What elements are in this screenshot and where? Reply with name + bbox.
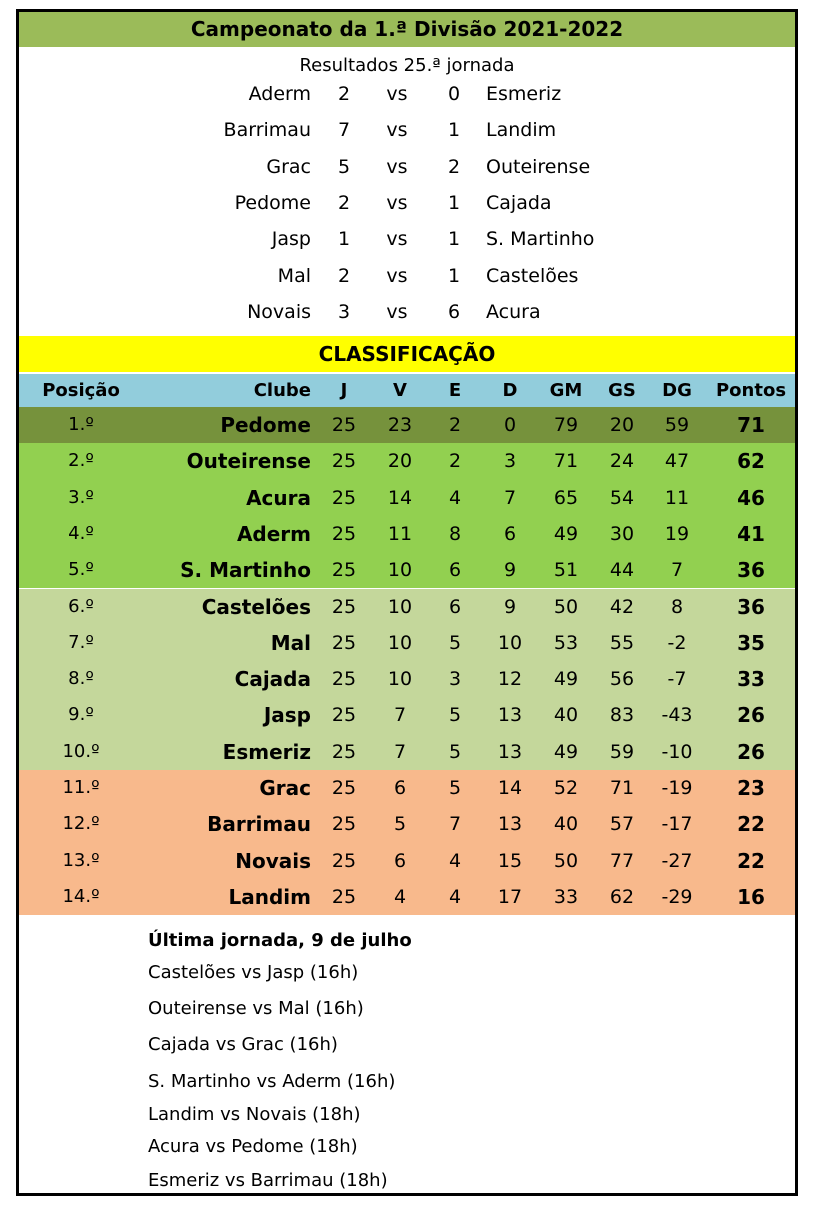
versus-label: vs [386,192,408,214]
goal-difference-cell: -7 [667,668,687,691]
goals-for-cell: 71 [553,450,579,473]
games-cell: 25 [331,414,357,436]
goals-for-cell: 52 [553,777,579,799]
points-cell: 41 [737,521,765,546]
goal-difference-cell: -43 [661,704,693,727]
away-goals: 1 [447,192,461,214]
goal-difference-cell: 19 [664,522,690,545]
games-cell: 25 [331,740,357,763]
losses-cell: 6 [503,522,517,545]
home-goals: 2 [337,192,351,214]
versus-label: vs [386,119,408,141]
losses-cell: 3 [503,450,517,473]
wins-cell: 4 [393,885,407,908]
versus-label: vs [386,228,408,250]
losses-cell: 15 [497,849,523,872]
goals-for-cell: 49 [553,740,579,763]
wins-cell: 10 [387,559,413,582]
standings-row [19,552,795,588]
position-cell: 14.º [62,885,100,907]
fixture-item: Landim vs Novais (18h) [148,1104,361,1125]
wins-cell: 14 [387,486,413,509]
goals-for-cell: 40 [553,813,579,836]
games-cell: 25 [331,631,357,654]
header-goal-difference: DG [662,380,692,401]
standings-row [19,697,795,733]
wins-cell: 10 [387,595,413,618]
points-cell: 22 [737,848,765,873]
away-team: Acura [486,301,541,323]
position-cell: 3.º [68,486,94,508]
home-team: Grac [266,156,311,178]
classification-title: CLASSIFICAÇÃO [19,336,795,372]
goals-against-cell: 42 [609,595,635,618]
goal-difference-cell: -29 [661,885,693,908]
standings-header [19,374,795,407]
losses-cell: 13 [497,740,523,763]
standings-row [19,770,795,806]
standings-row [19,843,795,879]
goals-for-cell: 49 [553,668,579,691]
points-cell: 35 [737,630,765,655]
standings-row [19,806,795,842]
standings-document [16,9,798,1196]
wins-cell: 11 [387,522,413,545]
wins-cell: 23 [387,414,413,436]
goal-difference-cell: 47 [664,450,690,473]
goals-for-cell: 50 [553,849,579,872]
club-name: Castelões [201,594,311,619]
fixture-item: Cajada vs Grac (16h) [148,1034,338,1055]
points-cell: 33 [737,667,765,692]
losses-cell: 7 [503,486,517,509]
losses-cell: 9 [503,559,517,582]
games-cell: 25 [331,486,357,509]
points-cell: 36 [737,558,765,583]
goal-difference-cell: -10 [661,740,693,763]
result-row [19,221,795,257]
standings-row [19,879,795,915]
away-team: Outeirense [486,156,591,178]
goals-for-cell: 51 [553,559,579,582]
versus-label: vs [386,83,408,105]
losses-cell: 14 [497,777,523,799]
goals-for-cell: 65 [553,486,579,509]
points-cell: 22 [737,812,765,837]
result-row [19,258,795,294]
club-name: Landim [228,884,311,909]
goals-for-cell: 49 [553,522,579,545]
versus-label: vs [386,156,408,178]
draws-cell: 4 [448,885,462,908]
away-goals: 1 [447,119,461,141]
wins-cell: 7 [393,740,407,763]
away-goals: 6 [447,301,461,323]
standings-row [19,516,795,552]
goal-difference-cell: 59 [664,414,690,436]
wins-cell: 10 [387,631,413,654]
position-cell: 9.º [68,704,94,726]
home-goals: 5 [337,156,351,178]
points-cell: 16 [737,884,765,909]
goals-against-cell: 30 [609,522,635,545]
points-cell: 71 [737,413,765,437]
goal-difference-cell: -2 [667,631,687,654]
home-goals: 2 [337,265,351,287]
draws-cell: 5 [448,777,462,799]
standings-row [19,480,795,516]
wins-cell: 7 [393,704,407,727]
championship-title: Campeonato da 1.ª Divisão 2021-2022 [19,12,795,47]
versus-label: vs [386,265,408,287]
club-name: Esmeriz [222,739,311,764]
fixture-item: Esmeriz vs Barrimau (18h) [148,1170,388,1191]
games-cell: 25 [331,522,357,545]
draws-cell: 8 [448,522,462,545]
home-goals: 2 [337,83,351,105]
header-goals-for: GM [549,380,583,401]
club-name: Acura [246,485,311,510]
goals-for-cell: 40 [553,704,579,727]
result-row [19,76,795,112]
points-cell: 23 [737,776,765,800]
club-name: S. Martinho [180,558,311,583]
goals-against-cell: 57 [609,813,635,836]
goals-for-cell: 53 [553,631,579,654]
draws-cell: 2 [448,450,462,473]
position-cell: 2.º [68,450,94,472]
draws-cell: 2 [448,414,462,436]
losses-cell: 10 [497,631,523,654]
away-team: S. Martinho [486,228,595,250]
header-games: J [340,380,348,401]
fixture-item: Acura vs Pedome (18h) [148,1136,358,1157]
club-name: Mal [270,630,311,655]
club-name: Novais [235,848,311,873]
position-cell: 1.º [68,414,94,435]
fixture-item: S. Martinho vs Aderm (16h) [148,1071,396,1092]
draws-cell: 5 [448,704,462,727]
club-name: Jasp [263,703,311,728]
goal-difference-cell: 7 [670,559,684,582]
fixture-item: Castelões vs Jasp (16h) [148,962,359,983]
draws-cell: 4 [448,486,462,509]
result-row [19,149,795,185]
home-goals: 3 [337,301,351,323]
versus-label: vs [386,301,408,323]
games-cell: 25 [331,777,357,799]
draws-cell: 6 [448,559,462,582]
home-goals: 1 [337,228,351,250]
goals-against-cell: 56 [609,668,635,691]
club-name: Grac [259,776,311,800]
draws-cell: 7 [448,813,462,836]
goal-difference-cell: 11 [664,486,690,509]
wins-cell: 10 [387,668,413,691]
standings-row [19,661,795,697]
losses-cell: 0 [503,414,517,436]
away-goals: 1 [447,265,461,287]
result-row [19,294,795,330]
fixture-item: Outeirense vs Mal (16h) [148,998,364,1019]
club-name: Aderm [236,521,311,546]
standings-row [19,589,795,625]
away-team: Cajada [486,192,552,214]
home-team: Mal [277,265,311,287]
wins-cell: 5 [393,813,407,836]
games-cell: 25 [331,849,357,872]
games-cell: 25 [331,450,357,473]
goals-against-cell: 44 [609,559,635,582]
goals-against-cell: 20 [609,414,635,436]
standings-row [19,734,795,770]
position-cell: 5.º [68,559,94,581]
losses-cell: 13 [497,813,523,836]
away-team: Esmeriz [486,83,562,105]
header-club: Clube [253,380,311,401]
goals-for-cell: 79 [553,414,579,436]
points-cell: 46 [737,485,765,510]
draws-cell: 5 [448,740,462,763]
home-team: Pedome [234,192,311,214]
goals-against-cell: 62 [609,885,635,908]
losses-cell: 12 [497,668,523,691]
goals-for-cell: 50 [553,595,579,618]
away-goals: 2 [447,156,461,178]
club-name: Outeirense [186,449,311,474]
away-team: Landim [486,119,557,141]
home-team: Barrimau [223,119,311,141]
goals-against-cell: 55 [609,631,635,654]
home-team: Aderm [248,83,311,105]
club-name: Cajada [234,667,311,692]
away-team: Castelões [486,265,579,287]
results-caption: Resultados 25.ª jornada [299,55,515,76]
standings-row [19,407,795,443]
draws-cell: 3 [448,668,462,691]
losses-cell: 13 [497,704,523,727]
header-position: Posição [42,380,120,401]
header-draws: E [448,380,462,401]
goals-against-cell: 77 [609,849,635,872]
header-points: Pontos [715,380,787,401]
position-cell: 4.º [68,522,94,544]
position-cell: 11.º [62,777,100,798]
goals-against-cell: 71 [609,777,635,799]
games-cell: 25 [331,595,357,618]
standings-row [19,443,795,479]
goal-difference-cell: 8 [670,595,684,618]
goal-difference-cell: -17 [661,813,693,836]
position-cell: 6.º [68,595,94,617]
points-cell: 62 [737,449,765,474]
standings-row [19,625,795,661]
wins-cell: 6 [393,849,407,872]
goals-against-cell: 24 [609,450,635,473]
position-cell: 13.º [62,849,100,871]
result-row [19,185,795,221]
goals-against-cell: 54 [609,486,635,509]
points-cell: 26 [737,703,765,728]
games-cell: 25 [331,704,357,727]
goals-for-cell: 33 [553,885,579,908]
losses-cell: 9 [503,595,517,618]
home-team: Novais [247,301,311,323]
position-cell: 7.º [68,631,94,653]
header-wins: V [393,380,407,401]
home-team: Jasp [271,228,311,250]
games-cell: 25 [331,668,357,691]
wins-cell: 6 [393,777,407,799]
draws-cell: 5 [448,631,462,654]
position-cell: 12.º [62,813,100,835]
result-row [19,112,795,148]
position-cell: 10.º [62,740,100,762]
games-cell: 25 [331,559,357,582]
points-cell: 36 [737,594,765,619]
header-losses: D [502,380,518,401]
goals-against-cell: 83 [609,704,635,727]
draws-cell: 6 [448,595,462,618]
goals-against-cell: 59 [609,740,635,763]
home-goals: 7 [337,119,351,141]
club-name: Barrimau [207,812,311,837]
header-goals-against: GS [608,380,636,401]
losses-cell: 17 [497,885,523,908]
points-cell: 26 [737,739,765,764]
away-goals: 0 [447,83,461,105]
away-goals: 1 [447,228,461,250]
goal-difference-cell: -19 [661,777,693,799]
draws-cell: 4 [448,849,462,872]
games-cell: 25 [331,885,357,908]
club-name: Pedome [220,413,311,437]
wins-cell: 20 [387,450,413,473]
position-cell: 8.º [68,668,94,690]
goal-difference-cell: -27 [661,849,693,872]
games-cell: 25 [331,813,357,836]
fixtures-heading: Última jornada, 9 de julho [148,930,412,951]
